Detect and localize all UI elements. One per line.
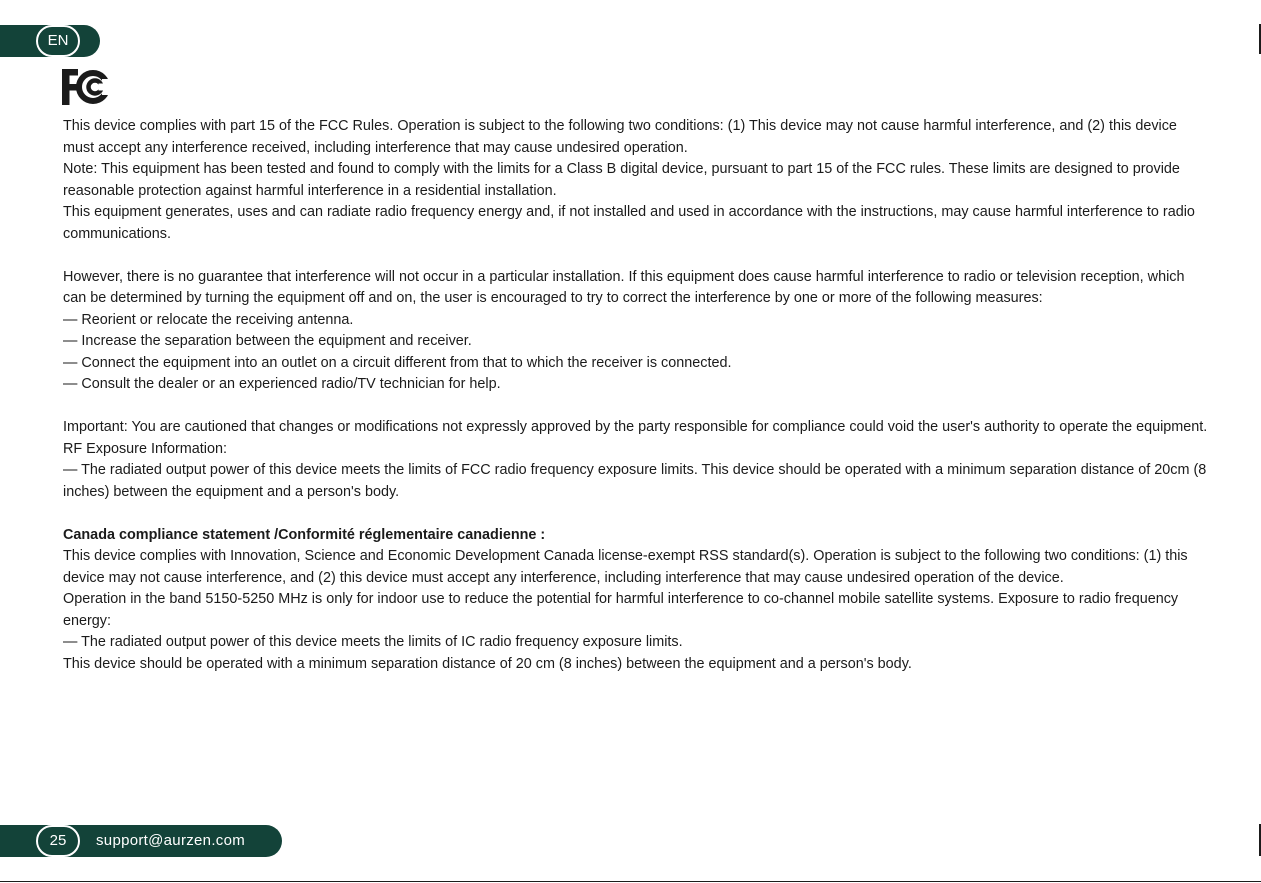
measure-item: — Consult the dealer or an experienced radio/TV technician for help.	[63, 376, 501, 392]
canada-statement: This device complies with Innovation, Science and Economic Development Canada license-exempt RSS standard(s). Operation is subject to the following two conditions: (1) this device may not cause interference, and (2) this device must accept any interference, including interference that may cause undesired operation of the device.	[63, 548, 1188, 586]
measure-item: — Connect the equipment into an outlet on a circuit different from that to which the receiver is connected.	[63, 354, 732, 371]
support-email[interactable]: support@aurzen.com	[96, 832, 246, 849]
canada-ic-limits: — The radiated output power of this device meets the limits of IC radio frequency exposure limits.	[63, 634, 683, 650]
modification-warning: Important: You are cautioned that changes or modifications not expressly approved by the party responsible for compliance could void the user's authority to operate the equipment.	[63, 419, 1208, 435]
canada-band-notice: Operation in the band 5150-5250 MHz is only for indoor use to reduce the potential for harmful interference to co-channel mobile satellite systems. Exposure to radio frequency energy:	[63, 591, 1179, 629]
rf-exposure-heading: RF Exposure Information:	[63, 440, 227, 457]
fcc-statement: This device complies with part 15 of the FCC Rules. Operation is subject to the following two conditions: (1) This device may not cause harmful interference, and (2) this device must accept any interference received, including interference that may cause undesired operation.	[63, 118, 1177, 156]
measure-item: — Reorient or relocate the receiving antenna.	[63, 311, 354, 328]
canada-separation-distance: This device should be operated with a minimum separation distance of 20 cm (8 inches) between the equipment and a person's body.	[63, 655, 912, 672]
page-number: 25	[36, 825, 80, 857]
measure-item: — Increase the separation between the equipment and receiver.	[63, 333, 472, 349]
compliance-text	[63, 116, 1208, 675]
canada-heading: Canada compliance statement /Conformité réglementaire canadienne :	[63, 526, 546, 543]
fcc-logo-icon	[62, 68, 112, 106]
interference-guidance: However, there is no guarantee that interference will not occur in a particular installation. If this equipment does cause harmful interference to radio or television reception, which can be determined by turning the equipment off and on, the user is encouraged to try to correct the interference by one or more of the following measures:	[63, 268, 1185, 306]
rf-exposure-text: — The radiated output power of this device meets the limits of FCC radio frequency exposure limits. This device should be operated with a minimum separation distance of 20cm (8 inches) between the equipment and a person's body.	[63, 462, 1207, 500]
fcc-note: Note: This equipment has been tested and found to comply with the limits for a Class B digital device, pursuant to part 15 of the FCC rules. These limits are designed to provide reasonable protection against harmful interference in a residential installation.	[63, 161, 1180, 199]
language-badge: EN	[36, 25, 80, 57]
fcc-radiation-warning: This equipment generates, uses and can radiate radio frequency energy and, if not installed and used in accordance with the instructions, may cause harmful interference to radio communications.	[63, 204, 1195, 242]
bottom-rule	[0, 881, 1261, 882]
